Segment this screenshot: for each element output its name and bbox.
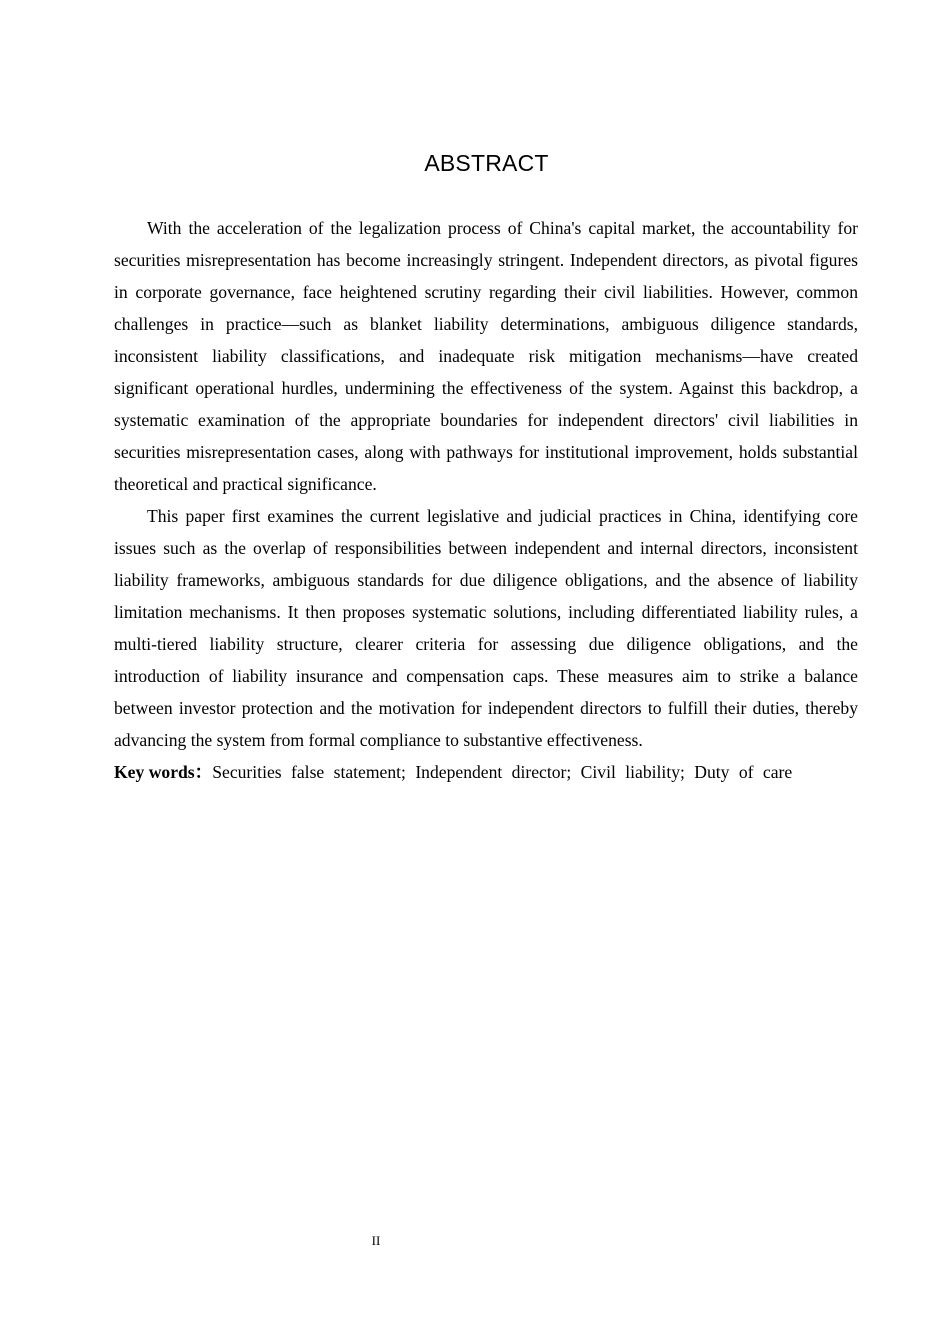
abstract-paragraph-2: This paper first examines the current legislative and judicial practices in China, identifying core issues such as the overlap of responsibilities between independent and internal directors, inconsistent liability frameworks, ambiguous standards for due diligence obligations, and the absence of liability limitation mechanisms. It then proposes systematic solutions, including differentiated liability rules, a multi-tiered liability structure, clearer criteria for assessing due diligence obligations, and the introduction of liability insurance and compensation caps. These measures aim to strike a balance between investor protection and the motivation for independent directors to fulfill their duties, thereby advancing the system from formal compliance to substantive effectiveness. [114, 506, 858, 750]
abstract-paragraph-1: With the acceleration of the legalization process of China's capital market, the accountability for securities misrepresentation has become increasingly stringent. Independent directors, as pivotal figures in corporate governance, face heightened scrutiny regarding their civil liabilities. However, common challenges in practice—such as blanket liability determinations, ambiguous diligence standards, inconsistent liability classifications, and inadequate risk mitigation mechanisms—have created significant operational hurdles, undermining the effectiveness of the system. Against this backdrop, a systematic examination of the appropriate boundaries for independent directors' civil liabilities in securities misrepresentation cases, along with pathways for institutional improvement, holds substantial theoretical and practical significance. [114, 218, 858, 494]
page-number: II [371, 1233, 381, 1248]
abstract-title: ABSTRACT [424, 150, 549, 176]
keywords-line [114, 756, 858, 788]
abstract-body [114, 212, 858, 788]
keywords-text: Securities false statement; Independent director; Civil liability; Duty of care [212, 762, 793, 782]
keywords-label: Key words： [114, 762, 213, 782]
